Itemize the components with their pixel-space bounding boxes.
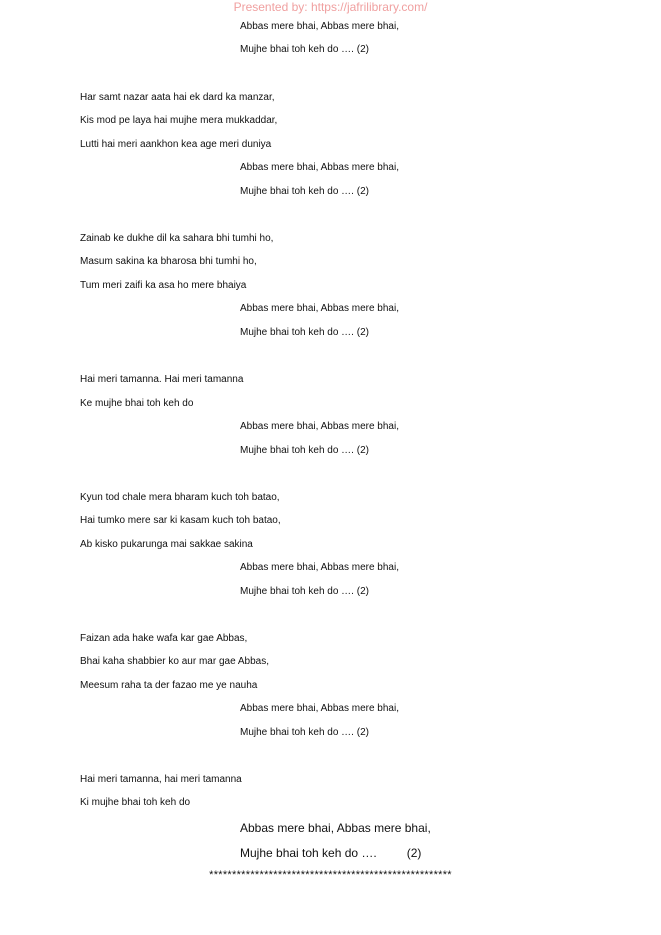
stanza-line: Lutti hai meri aankhon kea age meri duniya <box>80 139 272 150</box>
refrain-line-2: Mujhe bhai toh keh do …. (2) <box>240 586 369 597</box>
refrain-line-1: Abbas mere bhai, Abbas mere bhai, <box>240 162 399 173</box>
stanza-line: Hai meri tamanna. Hai meri tamanna <box>80 374 244 385</box>
intro-refrain-line-2: Mujhe bhai toh keh do …. (2) <box>240 44 369 55</box>
stanza-line: Faizan ada hake wafa kar gae Abbas, <box>80 633 248 644</box>
refrain-line-2: Mujhe bhai toh keh do …. (2) <box>240 186 369 197</box>
refrain-line-2: Mujhe bhai toh keh do …. (2) <box>240 445 369 456</box>
stanza-line: Hai tumko mere sar ki kasam kuch toh batao, <box>80 515 281 526</box>
refrain-text: Mujhe bhai toh keh do …. <box>240 846 377 860</box>
intro-refrain-line-1: Abbas mere bhai, Abbas mere bhai, <box>240 21 399 32</box>
stanza-line: Hai meri tamanna, hai meri tamanna <box>80 774 242 785</box>
refrain-line-1: Abbas mere bhai, Abbas mere bhai, <box>240 562 399 573</box>
stanza-line: Meesum raha ta der fazao me ye nauha <box>80 680 258 691</box>
stanza-line: Ab kisko pukarunga mai sakkae sakina <box>80 539 253 550</box>
refrain-line-1: Abbas mere bhai, Abbas mere bhai, <box>240 703 399 714</box>
stanza-line: Tum meri zaifi ka asa ho mere bhaiya <box>80 280 247 291</box>
repeat-count: (2) <box>406 846 422 860</box>
refrain-line-1: Abbas mere bhai, Abbas mere bhai, <box>240 421 399 432</box>
presented-by-header: Presented by: https://jafrilibrary.com/ <box>233 0 428 14</box>
refrain-line-2: Mujhe bhai toh keh do …. (2) <box>240 727 369 738</box>
refrain-line-2: Mujhe bhai toh keh do …. (2) <box>240 327 369 338</box>
refrain-line-2 <box>240 846 421 860</box>
stanza-line: Ke mujhe bhai toh keh do <box>80 398 194 409</box>
stanza-line: Zainab ke dukhe dil ka sahara bhi tumhi ho, <box>80 233 274 244</box>
stanza-line: Ki mujhe bhai toh keh do <box>80 797 191 808</box>
stanza-line: Kyun tod chale mera bharam kuch toh batao, <box>80 492 280 503</box>
stanza-line: Kis mod pe laya hai mujhe mera mukkaddar, <box>80 115 278 126</box>
refrain-line-1: Abbas mere bhai, Abbas mere bhai, <box>240 821 431 835</box>
stanza-line: Har samt nazar aata hai ek dard ka manzar, <box>80 92 275 103</box>
stanza-line: Masum sakina ka bharosa bhi tumhi ho, <box>80 256 257 267</box>
stanza-line: Bhai kaha shabbier ko aur mar gae Abbas, <box>80 656 270 667</box>
end-marker: ***************************************************** <box>209 869 452 881</box>
refrain-line-1: Abbas mere bhai, Abbas mere bhai, <box>240 303 399 314</box>
